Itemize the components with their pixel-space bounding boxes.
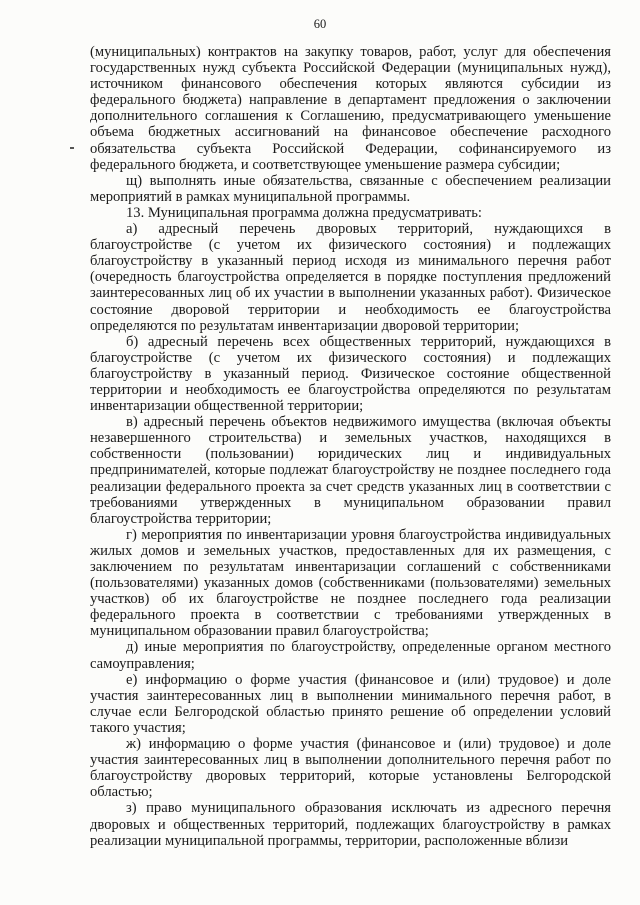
paragraph-item-v: в) адресный перечень объектов недвижимого имущества (включая объекты незавершенного строительства) и земельных участков, находящихся в собственности (пользовании) юридических лиц и индивидуальных предпринимателей, которые подлежат благоустройству не позднее последнего года реализации федерального проекта за счет средств указанных лиц в соответствии с требованиями утвержденных в муниципальном образовании правил благоустройства территории; (90, 414, 611, 527)
paragraph-continuation: (муниципальных) контрактов на закупку товаров, работ, услуг для обеспечения государственных нужд субъекта Российской Федерации (муниципальных нужд), источником финансового обеспечения которых являются субсидии из федерального бюджета) направление в департамент предложения о заключении дополнительного соглашения к Соглашению, предусматривающего уменьшение объема бюджетных ассигнований на финансовое обеспечение расходного обязательства субъекта Российской Федерации, софинансируемого из федерального бюджета, и соответствующее уменьшение размера субсидии; (90, 44, 611, 173)
document-body (90, 44, 611, 849)
paragraph-item-e: е) информацию о форме участия (финансовое и (или) трудовое) и доле участия заинтересованных лиц в выполнении минимального перечня работ, в случае если Белгородской областью принято решение об определении условий такого участия; (90, 671, 611, 736)
paragraph-item-z: з) право муниципального образования исключать из адресного перечня дворовых и общественных территорий, подлежащих благоустройству в рамках реализации муниципальной программы, территории, расположенные вблизи (90, 800, 611, 849)
page-number: 60 (313, 17, 327, 31)
paragraph-item-b: б) адресный перечень всех общественных территорий, нуждающихся в благоустройстве (с учетом их физического состояния) и подлежащих благоустройству в указанный период. Физическое состояние общественной территории и необходимость ее благоустройства определяются по результатам инвентаризации общественной территории; (90, 333, 611, 415)
margin-mark (70, 147, 74, 149)
paragraph-item-d: д) иные мероприятия по благоустройству, определенные органом местного самоуправления; (90, 639, 611, 672)
paragraph-item-zh: ж) информацию о форме участия (финансовое и (или) трудовое) и доле участия заинтересованных лиц в выполнении дополнительного перечня работ по благоустройству дворовых территорий, которые установлены Белгородской областью; (90, 736, 611, 801)
paragraph-section-13: 13. Муниципальная программа должна предусматривать: (126, 204, 482, 221)
paragraph-item-shch: щ) выполнять иные обязательства, связанные с обеспечением реализации мероприятий в рамках муниципальной программы. (90, 172, 611, 205)
paragraph-item-a: а) адресный перечень дворовых территорий, нуждающихся в благоустройстве (с учетом их физического состояния) и подлежащих благоустройству в указанный период исходя из минимального перечня работ (очередность благоустройства определяется в порядке поступления предложений заинтересованных лиц об их участии в выполнении указанных работ). Физическое состояние дворовой территории и необходимость ее благоустройства определяются по результатам инвентаризации дворовой территории; (90, 221, 611, 334)
paragraph-item-g: г) мероприятия по инвентаризации уровня благоустройства индивидуальных жилых домов и земельных участков, предоставленных для их размещения, с заключением по результатам инвентаризации соглашений с собственниками (пользователями) указанных домов (собственниками (пользователями) земельных участков) об их благоустройстве не позднее последнего года реализации федерального проекта в соответствии с требованиями утвержденных в муниципальном образовании правил благоустройства; (90, 526, 611, 640)
